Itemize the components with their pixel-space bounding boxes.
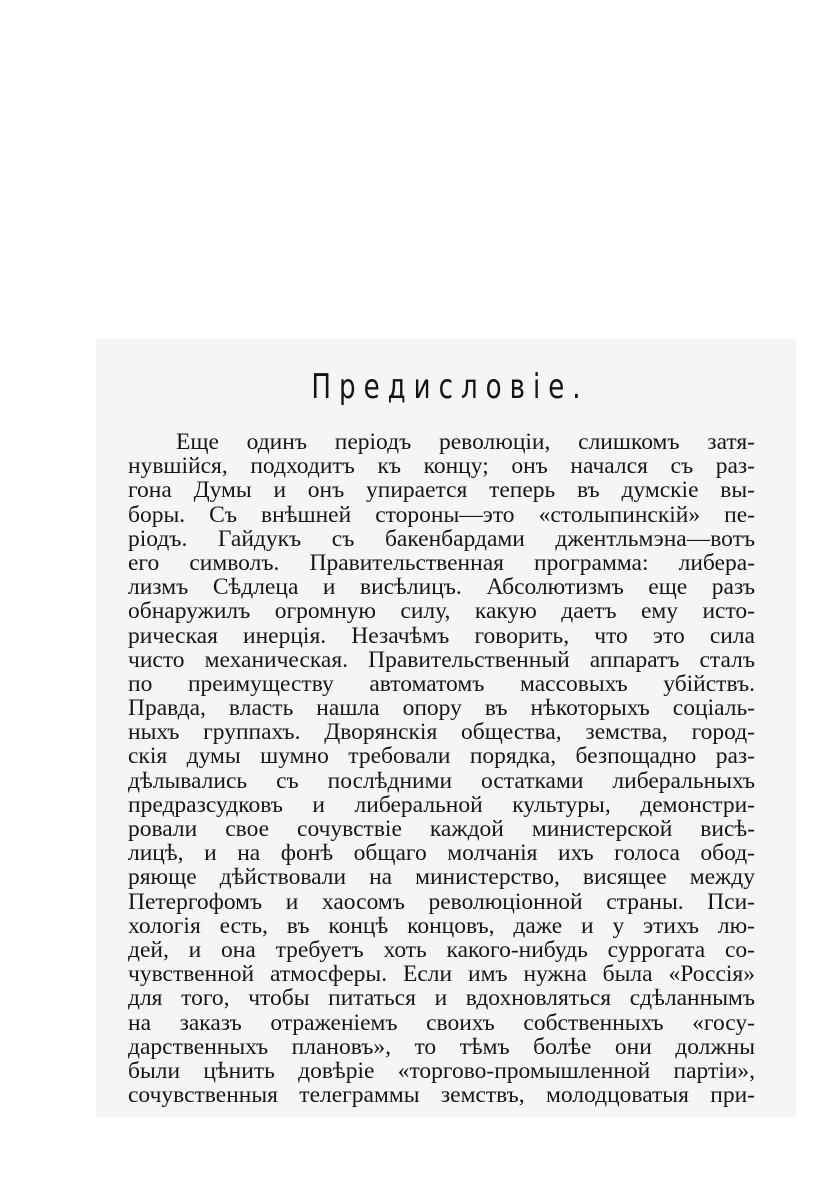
page-title: Предисловіе. bbox=[311, 366, 589, 407]
text-line: Еще одинъ періодъ революціи, слишкомъ затя- bbox=[176, 429, 755, 455]
text-line: обнаружилъ огромную силу, какую даетъ ему исто- bbox=[128, 598, 755, 625]
text-line: ровали свое сочувствіе каждой министерской висѣ- bbox=[128, 816, 755, 842]
text-line: сочувственныя телеграммы земствъ, молодцоватыя при- bbox=[128, 1082, 755, 1109]
text-line: чисто механическая. Правительственный аппаратъ сталъ bbox=[128, 646, 755, 673]
text-line: по преимуществу автоматомъ массовыхъ убійствъ. bbox=[128, 670, 755, 697]
text-line: скія думы шумно требовали порядка, безпощадно раз- bbox=[128, 743, 755, 770]
text-line: ряюще дѣйствовали на министерство, висящее между bbox=[128, 864, 755, 891]
text-line: дѣлывались съ послѣдними остатками либеральныхъ bbox=[128, 767, 755, 794]
text-line: лицѣ, и на фонѣ общаго молчанія ихъ голоса обод- bbox=[128, 840, 755, 867]
text-line: ріодъ. Гайдукъ съ бакенбардами джентльмэна—вотъ bbox=[128, 525, 755, 552]
body-text bbox=[128, 430, 755, 1107]
text-line: для того, чтобы питаться и вдохновляться сдѣланнымъ bbox=[128, 985, 755, 1012]
text-line: были цѣнить довѣріе «торгово-промышленной партіи», bbox=[128, 1057, 755, 1084]
text-line: его символъ. Правительственная программа: либера- bbox=[128, 549, 755, 576]
text-line: хологія есть, въ концѣ концовъ, даже и у этихъ лю- bbox=[128, 912, 755, 939]
text-line: боры. Съ внѣшней стороны—это «столыпинскій» пе- bbox=[128, 501, 755, 528]
text-line: гона Думы и онъ упирается теперь въ думскіе вы- bbox=[128, 477, 755, 504]
text-line: Петергофомъ и хаосомъ революціонной страны. Пси- bbox=[128, 888, 755, 915]
text-line: дарственныхъ плановъ», то тѣмъ болѣе они должны bbox=[128, 1033, 755, 1060]
text-line: лизмъ Сѣдлеца и висѣлицъ. Абсолютизмъ еще разъ bbox=[128, 574, 755, 601]
text-line: ныхъ группахъ. Дворянскія общества, земства, город- bbox=[128, 719, 755, 746]
text-line: на заказъ отраженіемъ своихъ собственныхъ «госу- bbox=[128, 1009, 755, 1036]
text-line: чувственной атмосферы. Если имъ нужна была «Россія» bbox=[128, 961, 755, 988]
text-line: предразсудковъ и либеральной культуры, демонстри- bbox=[128, 791, 755, 818]
text-line: Правда, власть нашла опору въ нѣкоторыхъ соціаль- bbox=[128, 695, 755, 722]
text-line: рическая инерція. Незачѣмъ говорить, что это сила bbox=[128, 622, 755, 649]
text-line: нувшійся, подходитъ къ концу; онъ начался съ раз- bbox=[128, 453, 755, 480]
text-line: дей, и она требуетъ хоть какого-нибудь суррогата со- bbox=[128, 936, 755, 963]
